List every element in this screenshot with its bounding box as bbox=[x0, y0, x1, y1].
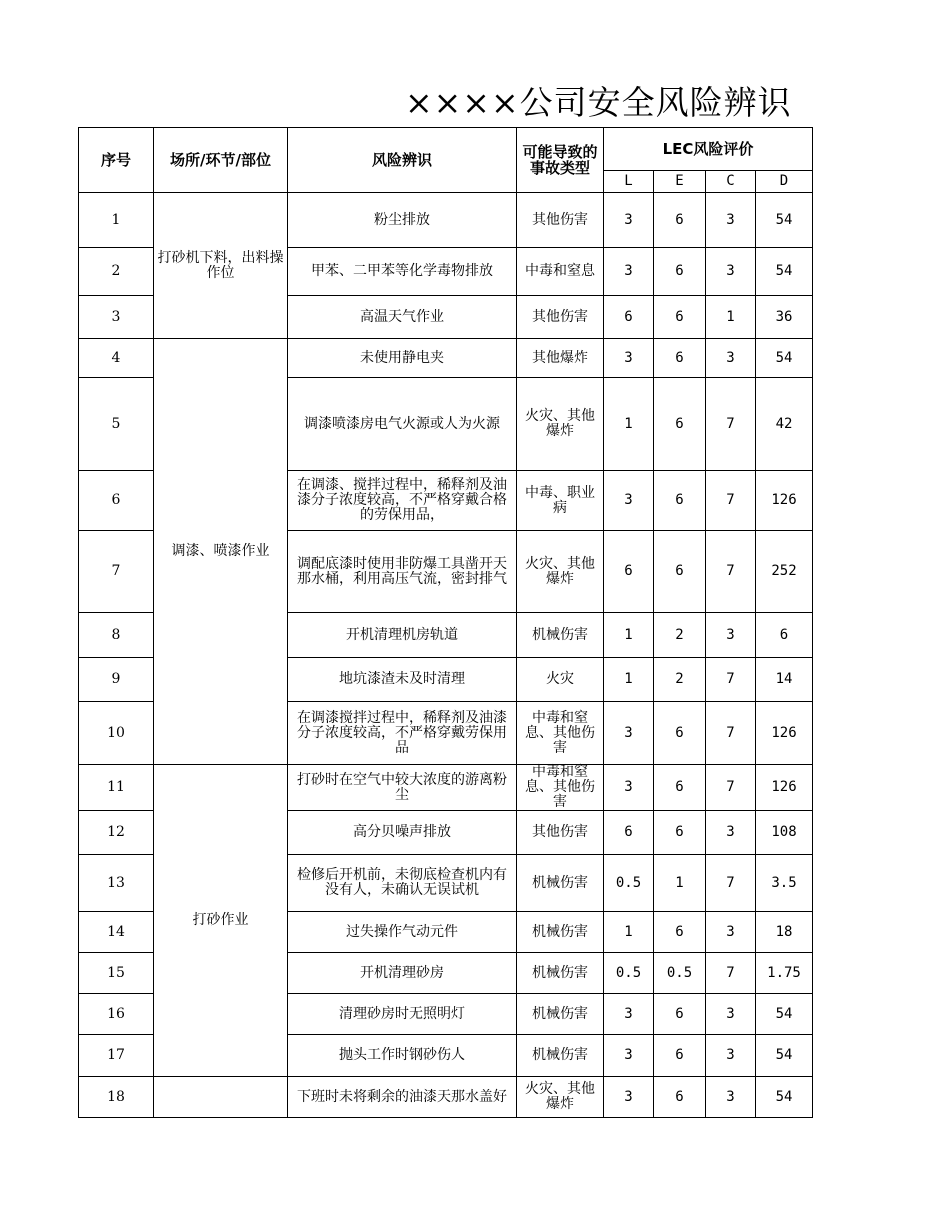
row-risk: 过失操作气动元件 bbox=[288, 912, 517, 953]
row-e: 1 bbox=[654, 855, 706, 912]
table-row bbox=[79, 1077, 813, 1118]
row-seq: 16 bbox=[79, 994, 154, 1035]
row-seq: 17 bbox=[79, 1035, 154, 1077]
row-l: 3 bbox=[604, 1077, 654, 1118]
row-l: 3 bbox=[604, 702, 654, 765]
row-accident: 火灾、其他爆炸 bbox=[517, 1077, 604, 1118]
row-e: 6 bbox=[654, 339, 706, 378]
row-accident: 其他伤害 bbox=[517, 296, 604, 339]
row-l: 3 bbox=[604, 471, 654, 531]
row-l: 3 bbox=[604, 339, 654, 378]
row-risk: 开机清理机房轨道 bbox=[288, 613, 517, 658]
row-c: 7 bbox=[706, 531, 756, 613]
row-risk: 打砂时在空气中较大浓度的游离粉尘 bbox=[288, 765, 517, 811]
row-c: 3 bbox=[706, 1035, 756, 1077]
row-d: 54 bbox=[756, 339, 813, 378]
row-c: 3 bbox=[706, 912, 756, 953]
header-row bbox=[79, 128, 813, 171]
row-accident: 机械伤害 bbox=[517, 953, 604, 994]
row-c: 1 bbox=[706, 296, 756, 339]
row-risk: 开机清理砂房 bbox=[288, 953, 517, 994]
row-accident: 中毒、职业病 bbox=[517, 471, 604, 531]
row-seq: 1 bbox=[79, 193, 154, 248]
header-c: C bbox=[706, 171, 756, 193]
row-risk: 下班时未将剩余的油漆天那水盖好 bbox=[288, 1077, 517, 1118]
row-l: 0.5 bbox=[604, 855, 654, 912]
row-seq: 6 bbox=[79, 471, 154, 531]
row-risk: 清理砂房时无照明灯 bbox=[288, 994, 517, 1035]
row-c: 7 bbox=[706, 658, 756, 702]
row-risk: 地坑漆渣未及时清理 bbox=[288, 658, 517, 702]
row-d: 126 bbox=[756, 702, 813, 765]
row-c: 7 bbox=[706, 702, 756, 765]
row-accident: 机械伤害 bbox=[517, 994, 604, 1035]
header-seq: 序号 bbox=[79, 128, 154, 193]
row-seq: 10 bbox=[79, 702, 154, 765]
row-seq: 4 bbox=[79, 339, 154, 378]
risk-table bbox=[78, 127, 813, 1118]
row-risk: 抛头工作时钢砂伤人 bbox=[288, 1035, 517, 1077]
row-l: 3 bbox=[604, 193, 654, 248]
row-seq: 11 bbox=[79, 765, 154, 811]
row-d: 36 bbox=[756, 296, 813, 339]
row-seq: 13 bbox=[79, 855, 154, 912]
row-l: 3 bbox=[604, 994, 654, 1035]
page-title: ××××公司安全风险辨识 bbox=[405, 83, 792, 122]
row-c: 7 bbox=[706, 378, 756, 471]
row-c: 3 bbox=[706, 613, 756, 658]
row-l: 6 bbox=[604, 811, 654, 855]
header-d: D bbox=[756, 171, 813, 193]
row-c: 3 bbox=[706, 193, 756, 248]
row-accident: 机械伤害 bbox=[517, 912, 604, 953]
row-seq: 2 bbox=[79, 248, 154, 296]
row-e: 0.5 bbox=[654, 953, 706, 994]
row-location: 调漆、喷漆作业 bbox=[154, 339, 288, 765]
row-c: 3 bbox=[706, 811, 756, 855]
row-l: 3 bbox=[604, 765, 654, 811]
row-e: 6 bbox=[654, 471, 706, 531]
row-d: 3.5 bbox=[756, 855, 813, 912]
row-risk: 甲苯、二甲苯等化学毒物排放 bbox=[288, 248, 517, 296]
row-e: 6 bbox=[654, 912, 706, 953]
row-accident: 火灾、其他爆炸 bbox=[517, 531, 604, 613]
row-e: 6 bbox=[654, 994, 706, 1035]
row-accident: 火灾 bbox=[517, 658, 604, 702]
header-lec: LEC风险评价 bbox=[604, 128, 813, 171]
row-location bbox=[154, 1077, 288, 1118]
row-d: 14 bbox=[756, 658, 813, 702]
row-risk: 调配底漆时使用非防爆工具凿开天那水桶，利用高压气流，密封排气 bbox=[288, 531, 517, 613]
row-d: 42 bbox=[756, 378, 813, 471]
row-seq: 14 bbox=[79, 912, 154, 953]
header-e: E bbox=[654, 171, 706, 193]
row-c: 3 bbox=[706, 339, 756, 378]
row-accident: 机械伤害 bbox=[517, 613, 604, 658]
row-l: 1 bbox=[604, 613, 654, 658]
row-d: 6 bbox=[756, 613, 813, 658]
row-accident: 其他伤害 bbox=[517, 193, 604, 248]
row-risk: 高温天气作业 bbox=[288, 296, 517, 339]
row-d: 54 bbox=[756, 1035, 813, 1077]
row-seq: 3 bbox=[79, 296, 154, 339]
row-risk: 检修后开机前，未彻底检查机内有没有人，未确认无误试机 bbox=[288, 855, 517, 912]
row-location: 打砂作业 bbox=[154, 765, 288, 1077]
row-seq: 9 bbox=[79, 658, 154, 702]
row-e: 6 bbox=[654, 248, 706, 296]
row-accident: 中毒和窒息、其他伤害 bbox=[517, 702, 604, 765]
row-d: 54 bbox=[756, 248, 813, 296]
table-row bbox=[79, 339, 813, 378]
row-c: 3 bbox=[706, 248, 756, 296]
row-c: 7 bbox=[706, 765, 756, 811]
row-e: 6 bbox=[654, 531, 706, 613]
row-e: 6 bbox=[654, 1035, 706, 1077]
row-accident: 其他伤害 bbox=[517, 811, 604, 855]
row-l: 1 bbox=[604, 658, 654, 702]
row-risk: 在调漆搅拌过程中，稀释剂及油漆分子浓度较高，不严格穿戴劳保用品 bbox=[288, 702, 517, 765]
row-location: 打砂机下料，出料操作位 bbox=[154, 193, 288, 339]
row-l: 6 bbox=[604, 531, 654, 613]
header-accident: 可能导致的事故类型 bbox=[517, 128, 604, 193]
row-accident: 其他爆炸 bbox=[517, 339, 604, 378]
row-e: 6 bbox=[654, 811, 706, 855]
row-d: 54 bbox=[756, 1077, 813, 1118]
row-risk: 在调漆、搅拌过程中，稀释剂及油漆分子浓度较高，不严格穿戴合格的劳保用品， bbox=[288, 471, 517, 531]
row-d: 108 bbox=[756, 811, 813, 855]
row-l: 1 bbox=[604, 378, 654, 471]
row-risk: 未使用静电夹 bbox=[288, 339, 517, 378]
row-risk: 调漆喷漆房电气火源或人为火源 bbox=[288, 378, 517, 471]
row-seq: 18 bbox=[79, 1077, 154, 1118]
row-c: 7 bbox=[706, 855, 756, 912]
row-d: 18 bbox=[756, 912, 813, 953]
row-d: 54 bbox=[756, 193, 813, 248]
row-d: 126 bbox=[756, 765, 813, 811]
table-row bbox=[79, 765, 813, 811]
row-d: 54 bbox=[756, 994, 813, 1035]
row-seq: 7 bbox=[79, 531, 154, 613]
row-risk: 高分贝噪声排放 bbox=[288, 811, 517, 855]
row-e: 2 bbox=[654, 613, 706, 658]
row-seq: 12 bbox=[79, 811, 154, 855]
row-accident: 机械伤害 bbox=[517, 1035, 604, 1077]
row-accident: 火灾、其他爆炸 bbox=[517, 378, 604, 471]
header-risk: 风险辨识 bbox=[288, 128, 517, 193]
row-e: 6 bbox=[654, 1077, 706, 1118]
row-seq: 5 bbox=[79, 378, 154, 471]
row-d: 126 bbox=[756, 471, 813, 531]
row-seq: 15 bbox=[79, 953, 154, 994]
row-e: 6 bbox=[654, 193, 706, 248]
header-l: L bbox=[604, 171, 654, 193]
row-e: 6 bbox=[654, 765, 706, 811]
row-e: 2 bbox=[654, 658, 706, 702]
row-e: 6 bbox=[654, 296, 706, 339]
row-d: 1.75 bbox=[756, 953, 813, 994]
row-seq: 8 bbox=[79, 613, 154, 658]
row-c: 3 bbox=[706, 1077, 756, 1118]
table-body bbox=[79, 128, 813, 1118]
row-l: 1 bbox=[604, 912, 654, 953]
row-accident: 中毒和窒息、其他伤害 bbox=[517, 765, 604, 811]
header-location: 场所/环节/部位 bbox=[154, 128, 288, 193]
row-accident: 中毒和窒息 bbox=[517, 248, 604, 296]
row-l: 3 bbox=[604, 1035, 654, 1077]
row-c: 7 bbox=[706, 471, 756, 531]
table-row bbox=[79, 193, 813, 248]
row-l: 3 bbox=[604, 248, 654, 296]
row-accident: 机械伤害 bbox=[517, 855, 604, 912]
row-c: 3 bbox=[706, 994, 756, 1035]
row-d: 252 bbox=[756, 531, 813, 613]
row-risk: 粉尘排放 bbox=[288, 193, 517, 248]
row-l: 6 bbox=[604, 296, 654, 339]
row-l: 0.5 bbox=[604, 953, 654, 994]
row-c: 7 bbox=[706, 953, 756, 994]
row-e: 6 bbox=[654, 378, 706, 471]
row-e: 6 bbox=[654, 702, 706, 765]
